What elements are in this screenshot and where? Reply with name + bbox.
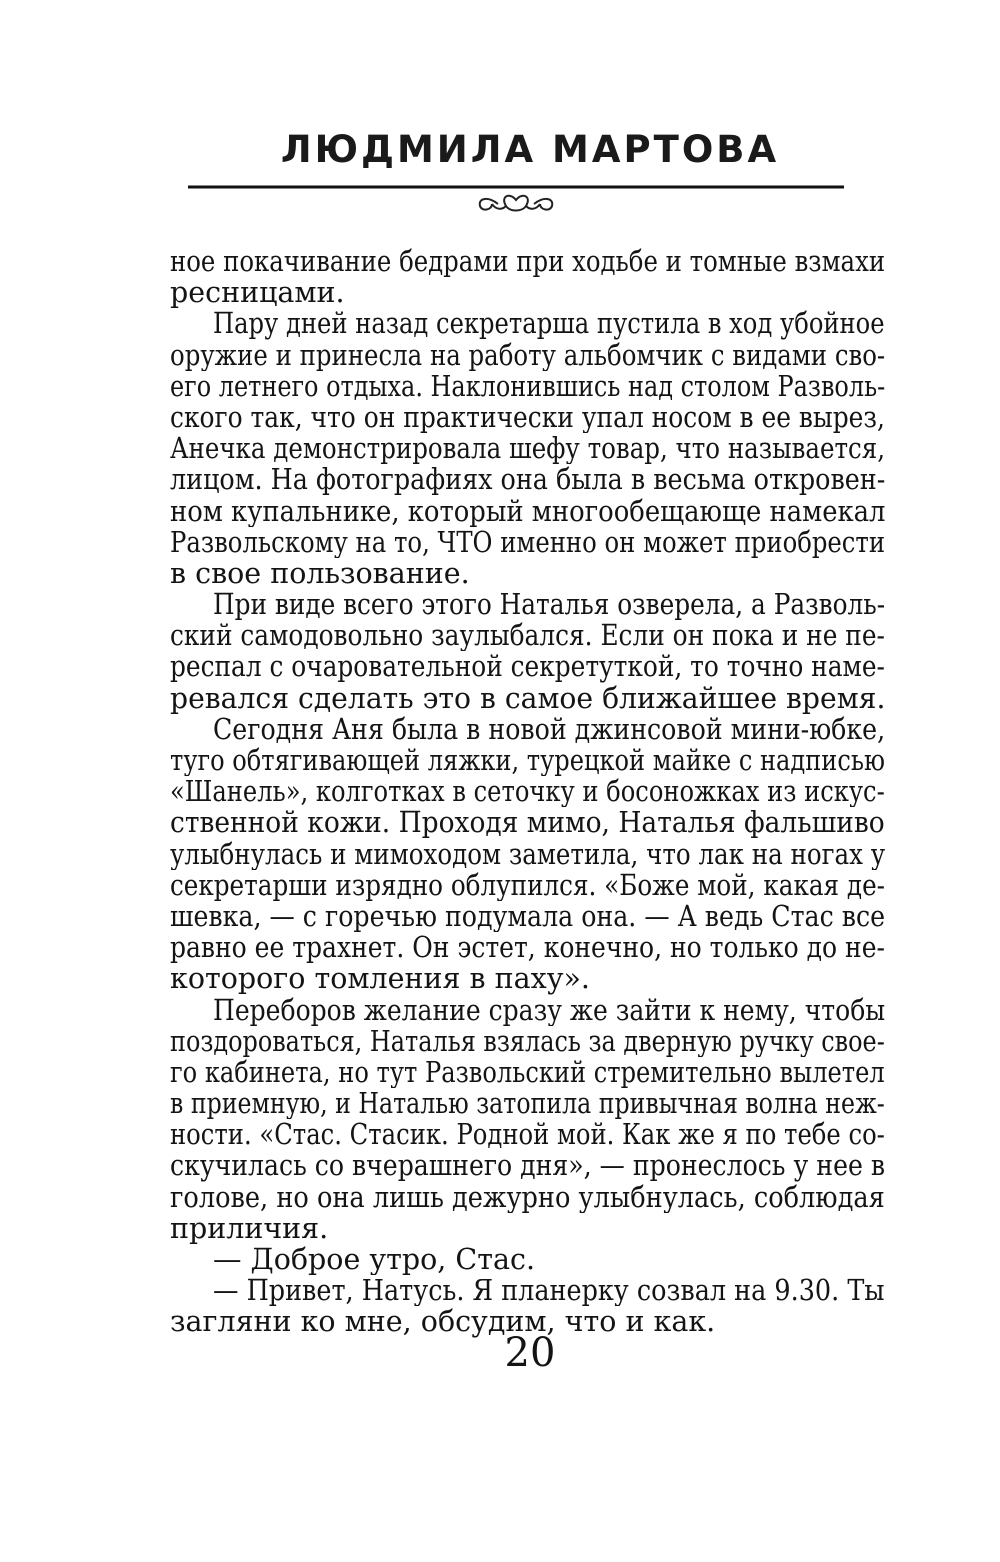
text-line: ном купальнике, который многообещающе намекал (170, 495, 885, 527)
text-line: улыбнулась и мимоходом заметила, что лак на ногах у (170, 838, 885, 870)
page-number: 20 (504, 1330, 556, 1376)
text-line: ский самодовольно заулыбался. Если он пока и не пе- (170, 620, 885, 652)
running-head-author: ЛЮДМИЛА МАРТОВА (280, 128, 780, 171)
text-line: ревался сделать это в самое ближайшее время. (170, 682, 885, 714)
text-line: приличия. (170, 1212, 329, 1244)
text-line: респал с очаровательной секретуткой, то точно наме- (170, 651, 885, 683)
text-line: в свое пользование. (170, 557, 470, 590)
text-line: «Шанель», колготках в сеточку и босоножках из искус- (170, 776, 885, 808)
text-line: голове, но она лишь дежурно улыбнулась, соблюдая (170, 1181, 885, 1213)
text-line: Развольскому на то, ЧТО именно он может приобрести (170, 526, 885, 558)
text-line: ное покачивание бедрами при ходьбе и томные взмахи (170, 246, 885, 278)
text-line: шевка, — с горечью подумала она. — А ведь Стас все (170, 900, 885, 933)
text-line: го кабинета, но тут Развольский стремительно вылетел (170, 1056, 885, 1089)
text-line: в приемную, и Наталью затопила привычная волна неж- (170, 1088, 885, 1120)
text-line: его летнего отдыха. Наклонившись над столом Разволь- (170, 370, 885, 402)
text-line: Переборов желание сразу же зайти к нему, чтобы (213, 994, 885, 1026)
text-line: лицом. На фотографиях она была в весьма откровен- (170, 464, 885, 496)
text-line: поздороваться, Наталья взялась за дверную ручку свое- (170, 1025, 885, 1057)
text-line: ственной кожи. Проходя мимо, Наталья фальшиво (170, 807, 885, 839)
text-line: При виде всего этого Наталья озверела, а Разволь- (213, 589, 885, 621)
text-line: ресницами. (170, 277, 345, 309)
text-line: Сегодня Аня была в новой джинсовой мини-юбке, (213, 713, 885, 745)
text-line: загляни ко мне, обсудим, что и как. (170, 1306, 716, 1338)
text-line: секретарши изрядно облупился. «Боже мой, какая де- (170, 869, 885, 901)
text-line: которого томления в паху». (170, 963, 590, 995)
text-line: — Привет, Натусь. Я планерку созвал на 9.30. Ты (213, 1275, 885, 1307)
text-line: туго обтягивающей ляжки, турецкой майке с надписью (170, 745, 885, 777)
text-line: оружие и принесла на работу альбомчик с видами сво- (170, 339, 885, 371)
text-line: Анечка демонстрировала шефу товар, что называется, (170, 433, 885, 465)
text-line: скучилась со вчерашнего дня», — пронеслось у нее в (170, 1150, 885, 1182)
text-line: равно ее трахнет. Он эстет, конечно, но только до не- (170, 932, 885, 964)
scroll-flourish-icon (188, 184, 844, 224)
text-line: — Доброе утро, Стас. (213, 1244, 536, 1276)
text-line: ского так, что он практически упал носом в ее вырез, (170, 401, 885, 434)
body-text (170, 246, 885, 1338)
text-line: ности. «Стас. Стасик. Родной мой. Как же я по тебе со- (170, 1119, 885, 1151)
text-line: Пару дней назад секретарша пустила в ход убойное (213, 308, 885, 340)
